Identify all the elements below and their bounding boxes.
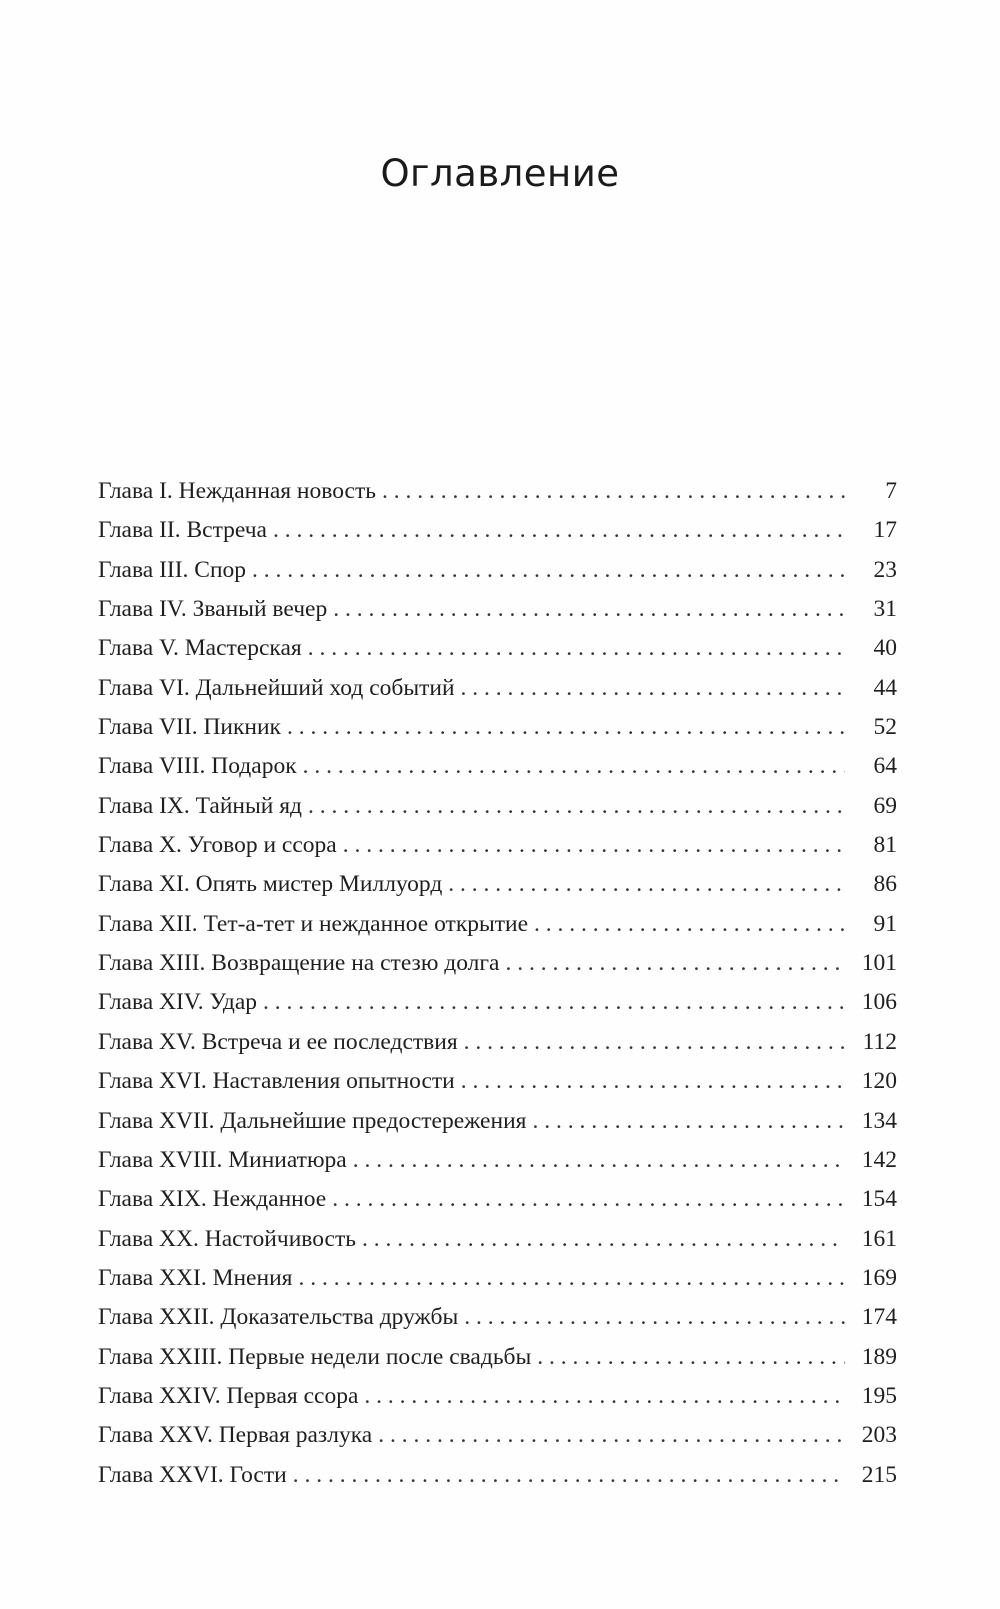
page-number: 112 xyxy=(862,1028,897,1055)
page-number: 203 xyxy=(861,1422,897,1449)
toc-entry xyxy=(98,751,897,790)
chapter-title: Глава IV. Званый вечер xyxy=(98,596,328,623)
chapter-title: Глава XI. Опять мистер Миллуорд xyxy=(98,871,443,898)
chapter-title: Глава XXIII. Первые недели после свадьбы xyxy=(98,1343,532,1370)
chapter-title: Глава XXVI. Гости xyxy=(98,1461,287,1488)
toc-entry xyxy=(98,515,897,554)
toc-entry xyxy=(98,987,897,1026)
toc-entry xyxy=(98,1066,897,1105)
chapter-title: Глава II. Встреча xyxy=(98,517,267,544)
dot-leader xyxy=(293,1460,845,1490)
dot-leader xyxy=(298,1263,845,1293)
page-number: 69 xyxy=(873,792,897,819)
toc-entry xyxy=(98,791,897,830)
chapter-title: Глава XXI. Мнения xyxy=(98,1264,293,1291)
chapter-title: Глава XVI. Наставления опытности xyxy=(98,1068,455,1095)
toc-entry xyxy=(98,1145,897,1184)
chapter-title: Глава VII. Пикник xyxy=(98,714,281,741)
chapter-title: Глава XIX. Нежданное xyxy=(98,1186,327,1213)
toc-entry xyxy=(98,869,897,908)
dot-leader xyxy=(353,1145,845,1175)
toc-entry xyxy=(98,909,897,948)
dot-leader xyxy=(378,1420,845,1450)
dot-leader xyxy=(252,555,845,585)
toc-entry xyxy=(98,712,897,751)
toc-entry xyxy=(98,1460,897,1499)
page-number: 169 xyxy=(861,1264,897,1291)
chapter-title: Глава XXII. Доказательства дружбы xyxy=(98,1304,459,1331)
page-number: 64 xyxy=(873,753,897,780)
page-number: 40 xyxy=(873,635,897,662)
dot-leader xyxy=(287,712,845,742)
dot-leader xyxy=(308,633,845,663)
dot-leader xyxy=(461,673,845,703)
page-number: 101 xyxy=(861,950,897,977)
page-number: 161 xyxy=(861,1225,897,1252)
page-title: Оглавление xyxy=(380,152,620,195)
page-number: 91 xyxy=(873,910,897,937)
chapter-title: Глава XIII. Возвращение на стезю долга xyxy=(98,950,500,977)
chapter-title: Глава XX. Настойчивость xyxy=(98,1225,356,1252)
page-number: 17 xyxy=(873,517,897,544)
dot-leader xyxy=(364,1381,845,1411)
toc-entry xyxy=(98,1224,897,1263)
page-number: 189 xyxy=(861,1343,897,1370)
toc-entry xyxy=(98,673,897,712)
dot-leader xyxy=(308,791,845,821)
dot-leader xyxy=(343,830,845,860)
chapter-title: Глава XXV. Первая разлука xyxy=(98,1422,373,1449)
page-number: 215 xyxy=(861,1461,897,1488)
dot-leader xyxy=(382,476,845,506)
toc-entry xyxy=(98,555,897,594)
dot-leader xyxy=(333,594,845,624)
dot-leader xyxy=(532,1106,845,1136)
toc-entry xyxy=(98,633,897,672)
toc-entry xyxy=(98,1302,897,1341)
page-number: 81 xyxy=(873,832,897,859)
page-number: 7 xyxy=(885,478,897,504)
chapter-title: Глава XVII. Дальнейшие предостережения xyxy=(98,1107,527,1134)
chapter-title: Глава I. Нежданная новость xyxy=(98,478,376,504)
dot-leader xyxy=(448,869,845,899)
toc-entry xyxy=(98,1106,897,1145)
chapter-title: Глава VI. Дальнейший ход событий xyxy=(98,674,455,701)
dot-leader xyxy=(537,1342,845,1372)
dot-leader xyxy=(505,948,845,978)
page-number: 52 xyxy=(873,714,897,741)
page-number: 134 xyxy=(861,1107,897,1134)
dot-leader xyxy=(464,1302,845,1332)
page-number: 120 xyxy=(861,1068,897,1095)
chapter-title: Глава VIII. Подарок xyxy=(98,753,297,780)
page-number: 86 xyxy=(873,871,897,898)
page-number: 154 xyxy=(861,1186,897,1213)
toc-entry xyxy=(98,1027,897,1066)
chapter-title: Глава XXIV. Первая ссора xyxy=(98,1382,359,1409)
dot-leader xyxy=(303,751,845,781)
chapter-title: Глава III. Спор xyxy=(98,556,247,583)
chapter-title: Глава XIV. Удар xyxy=(98,989,258,1016)
chapter-title: Глава XV. Встреча и ее последствия xyxy=(98,1028,458,1055)
dot-leader xyxy=(332,1184,845,1214)
toc-entry xyxy=(98,1184,897,1223)
page-number: 195 xyxy=(861,1382,897,1409)
dot-leader xyxy=(464,1027,845,1057)
table-of-contents xyxy=(98,476,897,1499)
chapter-title: Глава XII. Тет-а-тет и нежданное открытие xyxy=(98,910,529,937)
toc-entry xyxy=(98,594,897,633)
dot-leader xyxy=(534,909,845,939)
chapter-title: Глава X. Уговор и ссора xyxy=(98,832,337,859)
dot-leader xyxy=(273,515,845,545)
page-number: 106 xyxy=(861,989,897,1016)
page-number: 23 xyxy=(873,556,897,583)
toc-entry xyxy=(98,1263,897,1302)
page-number: 31 xyxy=(873,596,897,623)
toc-entry xyxy=(98,1342,897,1381)
dot-leader xyxy=(263,987,845,1017)
page-number: 142 xyxy=(861,1146,897,1173)
toc-entry xyxy=(98,1420,897,1459)
toc-entry xyxy=(98,476,897,515)
toc-entry xyxy=(98,1381,897,1420)
dot-leader xyxy=(362,1224,845,1254)
toc-entry xyxy=(98,830,897,869)
toc-entry xyxy=(98,948,897,987)
chapter-title: Глава V. Мастерская xyxy=(98,635,302,662)
dot-leader xyxy=(461,1066,845,1096)
chapter-title: Глава XVIII. Миниатюра xyxy=(98,1146,347,1173)
chapter-title: Глава IX. Тайный яд xyxy=(98,792,302,819)
page-number: 44 xyxy=(873,674,897,701)
page-number: 174 xyxy=(861,1304,897,1331)
